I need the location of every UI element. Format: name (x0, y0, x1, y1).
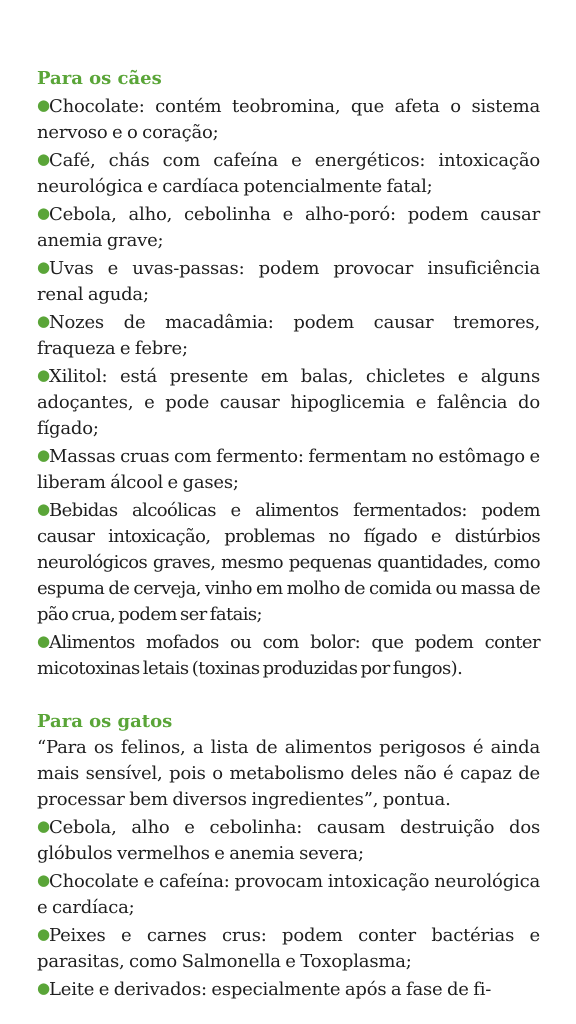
list-item: ●Chocolate e cafeína: provocam intoxicação neurológica e cardíaca; (37, 867, 540, 921)
dogs-section (37, 66, 540, 682)
list-item: ●Leite e derivados: especialmente após a fase de fi- (37, 975, 540, 1003)
cats-heading: Para os gatos (37, 711, 173, 732)
article-body (37, 66, 540, 1003)
list-item: ●Cebola, alho, cebolinha e alho-poró: podem causar anemia grave; (37, 200, 540, 254)
list-item: ●Uvas e uvas-passas: podem provocar insuficiência renal aguda; (37, 254, 540, 308)
bullet-icon: ● (37, 150, 50, 168)
bullet-icon: ● (37, 925, 50, 943)
bullet-icon: ● (37, 312, 50, 330)
bullet-icon: ● (37, 258, 50, 276)
bullet-icon: ● (37, 446, 50, 464)
bullet-icon: ● (37, 817, 50, 835)
list-item: ●Xilitol: está presente em balas, chicletes e alguns adoçantes, e pode causar hipoglicemia e falência do fígado; (37, 362, 540, 442)
dogs-heading: Para os cães (37, 68, 162, 89)
bullet-icon: ● (37, 96, 50, 114)
list-item: ●Alimentos mofados ou com bolor: que podem conter micotoxinas letais (toxinas produzidas por fungos). (37, 628, 540, 682)
bullet-icon: ● (37, 500, 50, 518)
list-item: ●Peixes e carnes crus: podem conter bactérias e parasitas, como Salmonella e Toxoplasma; (37, 921, 540, 975)
list-item: ●Café, chás com cafeína e energéticos: intoxicação neurológica e cardíaca potencialmente fatal; (37, 146, 540, 200)
bullet-icon: ● (37, 979, 50, 997)
list-item: ●Massas cruas com fermento: fermentam no estômago e liberam álcool e gases; (37, 442, 540, 496)
list-item: ●Chocolate: contém teobromina, que afeta o sistema nervoso e o coração; (37, 92, 540, 146)
cats-section (37, 709, 540, 1003)
bullet-icon: ● (37, 632, 50, 650)
bullet-icon: ● (37, 871, 50, 889)
bullet-icon: ● (37, 204, 50, 222)
list-item: ●Bebidas alcoólicas e alimentos fermentados: podem causar intoxicação, problemas no fígado e distúrbios neurológicos graves, mesmo pequenas quantidades, como espuma de cerveja, vinho em molho de comida ou massa de pão crua, podem ser fatais; (37, 496, 540, 628)
cats-intro-quote: “Para os felinos, a lista de alimentos perigosos é ainda mais sensível, pois o metabolismo deles não é capaz de processar bem diversos ingredientes”, pontua. (37, 737, 540, 810)
bullet-icon: ● (37, 366, 50, 384)
list-item: ●Cebola, alho e cebolinha: causam destruição dos glóbulos vermelhos e anemia severa; (37, 813, 540, 867)
list-item: ●Nozes de macadâmia: podem causar tremores, fraqueza e febre; (37, 308, 540, 362)
